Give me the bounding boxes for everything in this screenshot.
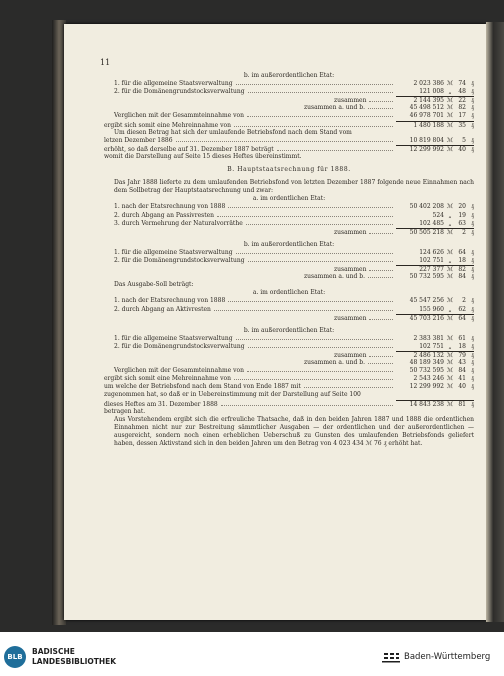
ledger-amount: 50 402 208 (409, 203, 444, 211)
row-zusammen-1 (104, 96, 474, 104)
intro-paragraph: Das Jahr 1888 lieferte zu dem umlaufenden Betriebsfond von letzten Dezember 1887 folgende neue Einnahmen nach dem Sollbetrag der Hauptstaatsrechnung und zwar: (114, 179, 474, 195)
ledger-amount: 2 486 132 (396, 351, 444, 360)
ledger-pfennig: 20 (458, 203, 466, 211)
currency-unit: ℳ (446, 383, 454, 391)
dot-leader (304, 383, 393, 388)
pfennig-unit: ₰ (471, 136, 474, 144)
ledger-row (104, 80, 474, 88)
currency-unit: „ (448, 256, 452, 264)
row-letzen-dezember (104, 137, 474, 145)
ledger-amount: 50 505 218 (396, 228, 444, 237)
page-edge (486, 22, 504, 622)
ledger-label: letzen Dezember 1886 (104, 136, 173, 144)
ledger-row (104, 212, 474, 220)
currency-unit: „ (448, 342, 452, 350)
ledger-amount: 10 819 804 (409, 136, 444, 144)
ledger-pfennig: 43 (458, 359, 466, 367)
page-number: 11 (100, 58, 111, 67)
ledger-row (104, 257, 474, 265)
ledger-pfennig: 74 (458, 80, 466, 88)
ledger-label: 1. für die allgemeine Staatsverwaltung (114, 80, 233, 88)
ledger-label: Verglichen mit der Gesammteinnahme von (114, 112, 244, 120)
ledger-pfennig: 18 (458, 256, 466, 264)
row-um-welche (104, 383, 474, 391)
dot-leader (369, 97, 393, 102)
ledger-amount: 102 751 (419, 342, 444, 350)
ledger-amount: 102 485 (419, 219, 444, 227)
ledger-pfennig: 82 (458, 104, 466, 112)
ledger-pfennig: 5 (462, 136, 466, 144)
currency-unit: ℳ (446, 112, 454, 120)
ledger-label: zusammen a. und b. (304, 273, 365, 281)
ledger-amount: 2 144 395 (396, 96, 444, 105)
ledger-row (104, 112, 474, 120)
dot-leader (248, 257, 393, 262)
ledger-pfennig: 19 (458, 211, 466, 219)
ledger-row (104, 400, 474, 408)
ledger-pfennig: 61 (458, 334, 466, 342)
ledger-pfennig: 48 (458, 88, 466, 96)
ledger-pfennig: 2 (462, 297, 466, 305)
ledger-row (104, 306, 474, 314)
ledger-pfennig: 63 (458, 219, 466, 227)
currency-unit: ℳ (446, 375, 454, 383)
ledger-row (104, 88, 474, 96)
ledger-label: ergibt sich somit eine Mehreinnahme von (104, 375, 231, 383)
ledger-amount: 14 843 238 (396, 400, 444, 409)
pfennig-unit: ₰ (466, 145, 474, 154)
ledger-row (104, 367, 474, 375)
betragen-line: betragen hat. (104, 407, 146, 415)
dot-leader (369, 266, 393, 271)
dot-leader (368, 359, 393, 364)
ledger-pfennig: 17 (458, 112, 466, 120)
dot-leader (368, 104, 393, 109)
ledger-amount: 1 480 188 (396, 121, 444, 130)
ledger-label: 1. nach der Etatsrechnung von 1888 (114, 203, 226, 211)
ledger-label: 2. für die Domänengrundstocksverwaltung (114, 342, 245, 350)
ledger-row (104, 249, 474, 257)
ledger-row (104, 96, 474, 104)
ledger-amount: 45 547 256 (409, 297, 444, 305)
ledger-pfennig: 18 (458, 342, 466, 350)
pfennig-unit: ₰ (471, 104, 474, 112)
dot-leader (221, 401, 393, 406)
ledger-row (104, 375, 474, 383)
row-zusammen-ab-3 (104, 359, 474, 367)
ledger-label: 1. nach der Etatsrechnung von 1888 (114, 297, 226, 305)
pfennig-unit: ₰ (466, 314, 474, 323)
ledger-amount: 50 732 595 (409, 273, 444, 281)
ledger-row (104, 137, 474, 145)
pfennig-unit: ₰ (471, 112, 474, 120)
row-zusammen-ab-1 (104, 104, 474, 112)
row-zusammen-4 (104, 314, 474, 322)
ledger-pfennig: 64 (456, 314, 466, 323)
sub-b2-rows (104, 335, 474, 351)
dot-leader (248, 88, 393, 93)
row-dieses-heftes (104, 400, 474, 408)
ledger-row (104, 203, 474, 211)
currency-unit: „ (448, 219, 452, 227)
dot-leader (246, 220, 393, 225)
ledger-label: 1. für die allgemeine Staatsverwaltung (114, 334, 233, 342)
ledger-pfennig: 84 (458, 367, 466, 375)
currency-unit: ℳ (446, 297, 454, 305)
currency-unit: „ (448, 211, 452, 219)
ledger-amount: 524 (432, 211, 444, 219)
pfennig-unit: ₰ (471, 367, 474, 375)
ledger-amount: 45 498 512 (409, 104, 444, 112)
pfennig-unit: ₰ (471, 256, 474, 264)
bw-name: Baden-Württemberg (404, 652, 491, 662)
pfennig-unit: ₰ (471, 383, 474, 391)
dot-leader (369, 229, 393, 234)
ledger-row (104, 104, 474, 112)
currency-unit: ℳ (444, 265, 456, 274)
currency-unit: „ (448, 88, 452, 96)
section-B-title: B. Hauptstaatsrechnung für 1888. (227, 166, 351, 174)
currency-unit: ℳ (446, 80, 454, 88)
dot-leader (217, 212, 393, 217)
ledger-label: 2. durch Abgang an Passivresten (114, 211, 215, 219)
dot-leader (236, 80, 393, 85)
ledger-label: zusammen (334, 97, 367, 105)
row-verglichen-2 (104, 367, 474, 375)
womit-line: womit die Darstellung auf Seite 15 dieses Heftes übereinstimmt. (104, 152, 302, 160)
sub-a-heading: a. im ordentlichen Etat: (252, 195, 326, 203)
sub-b-heading: b. im außerordentlichen Etat: (243, 240, 335, 248)
sub-a-rows (104, 203, 474, 227)
dot-leader (277, 146, 393, 151)
ledger-pfennig: 64 (458, 248, 466, 256)
ledger-pfennig: 62 (458, 305, 466, 313)
ledger-label: 1. für die allgemeine Staatsverwaltung (114, 248, 233, 256)
ledger-label: 2. für die Domänengrundstocksverwaltung (114, 256, 245, 264)
dot-leader (247, 112, 393, 117)
ledger-row (104, 343, 474, 351)
currency-unit: ℳ (446, 248, 454, 256)
pfennig-unit: ₰ (471, 248, 474, 256)
currency-unit: ℳ (446, 104, 454, 112)
ledger-label: zusammen (334, 352, 367, 359)
pfennig-unit: ₰ (471, 375, 474, 383)
ledger-amount: 121 008 (419, 88, 444, 96)
currency-unit: ℳ (446, 203, 454, 211)
ledger-pfennig: 35 (456, 121, 466, 130)
pfennig-unit: ₰ (471, 211, 474, 219)
ledger-label: 2. durch Abgang an Aktivresten (114, 305, 211, 313)
currency-unit: ℳ (446, 359, 454, 367)
ledger-row (104, 265, 474, 273)
pfennig-unit: ₰ (471, 80, 474, 88)
ledger-row (104, 359, 474, 367)
blb-name (32, 647, 116, 667)
currency-unit: ℳ (446, 367, 454, 375)
dot-leader (176, 137, 393, 142)
dot-leader (369, 352, 393, 357)
ledger-amount: 102 751 (419, 256, 444, 264)
ledger-row (104, 228, 474, 236)
ledger-label: 2. für die Domänengrundstocksverwaltung (114, 88, 245, 96)
pfennig-unit: ₰ (471, 342, 474, 350)
um-diesen-line: Um diesen Betrag hat sich der umlaufende Betriebsfond nach dem Stand vom (114, 128, 352, 136)
bw-lions-icon (382, 650, 400, 664)
pfennig-unit: ₰ (471, 203, 474, 211)
blb-line2: LANDESBIBLIOTHEK (32, 657, 117, 666)
ledger-label: zusammen a. und b. (304, 359, 365, 367)
row-zusammen-2 (104, 228, 474, 236)
ledger-amount: 12 299 992 (396, 145, 444, 154)
ausgabe-soll-line: Das Ausgabe-Soll beträgt: (114, 281, 194, 289)
currency-unit: ℳ (444, 228, 456, 237)
ledger-row (104, 297, 474, 305)
ledger-row (104, 383, 474, 391)
page-content (104, 72, 474, 448)
pfennig-unit: ₰ (466, 121, 474, 130)
ledger-pfennig: 40 (458, 383, 466, 391)
ledger-label: zusammen a. und b. (304, 104, 365, 112)
currency-unit: ℳ (444, 145, 456, 154)
currency-unit: ℳ (444, 121, 456, 130)
ledger-amount: 2 023 386 (413, 80, 444, 88)
ledger-label: dieses Heftes am 31. Dezember 1888 (104, 400, 218, 408)
ledger-label: zusammen (334, 228, 367, 236)
ledger-row (104, 145, 474, 153)
row-zusammen-3 (104, 265, 474, 273)
dot-leader (228, 203, 393, 208)
pfennig-unit: ₰ (466, 96, 474, 105)
ledger-row (104, 335, 474, 343)
dot-leader (369, 315, 393, 320)
footer-bar (0, 632, 504, 676)
ledger-amount: 45 703 216 (396, 314, 444, 323)
dot-leader (236, 249, 393, 254)
section-b-heading: b. im außerordentlichen Etat: (243, 72, 335, 79)
final-paragraph: Aus Vorstehendem ergibt sich die erfreuliche Thatsache, daß in den beiden Jahren 1887 und 1888 die ordentlichen Einnahmen nicht nur zur Bestreitung sämmtlicher Ausgaben — der ordentlichen und der außerordentlichen — ausgereicht, sondern noch einen erheblichen Ueberschuß zu Gunsten des umlaufenden Betriebsfonds geliefert haben, dessen Aktivstand sich in den beiden Jahren um den Betrag von 4 023 434 ℳ 76 ₰ erhöht hat. (114, 415, 474, 448)
ledger-amount: 12 299 992 (409, 383, 444, 391)
row-zusammen-ab-2 (104, 273, 474, 281)
currency-unit: „ (448, 305, 452, 313)
dot-leader (214, 306, 393, 311)
ledger-pfennig: 79 (456, 351, 466, 360)
sub-b-rows (104, 249, 474, 265)
dot-leader (234, 122, 393, 127)
dot-leader (236, 335, 393, 340)
ledger-row (104, 314, 474, 322)
ledger-amount: 227 377 (396, 265, 444, 274)
ledger-pfennig: 40 (456, 145, 466, 154)
ledger-label: erhöht, so daß derselbe auf 31. Dezember 1887 beträgt (104, 145, 274, 153)
ledger-label: um welche der Betriebsfond nach dem Stand von Ende 1887 mit (104, 383, 301, 391)
ledger-amount: 48 189 349 (409, 359, 444, 367)
row-ergibt-1 (104, 121, 474, 129)
sub-b2-heading: b. im außerordentlichen Etat: (243, 326, 335, 334)
pfennig-unit: ₰ (471, 334, 474, 342)
pfennig-unit: ₰ (471, 305, 474, 313)
dot-leader (368, 273, 393, 278)
pfennig-unit: ₰ (471, 88, 474, 96)
currency-unit: ℳ (444, 314, 456, 323)
ledger-pfennig: 84 (458, 273, 466, 281)
ledger-row (104, 351, 474, 359)
section-b-rows (104, 80, 474, 96)
document-page (64, 24, 486, 620)
ledger-pfennig: 2 (456, 228, 466, 237)
currency-unit: ℳ (446, 136, 454, 144)
currency-unit: ℳ (446, 334, 454, 342)
ledger-row (104, 273, 474, 281)
zugenommen-line: zugenommen hat, so daß er in Uebereinstimmung mit der Darstellung auf Seite 100 (104, 391, 361, 399)
dot-leader (228, 297, 393, 302)
ledger-pfennig: 81 (456, 400, 466, 409)
row-ergibt-2 (104, 375, 474, 383)
ledger-amount: 46 978 701 (409, 112, 444, 120)
currency-unit: ℳ (444, 96, 456, 105)
dot-leader (248, 343, 393, 348)
dot-leader (247, 367, 393, 372)
currency-unit: ℳ (446, 273, 454, 281)
ledger-label: zusammen (334, 266, 367, 274)
ledger-amount: 50 732 595 (409, 367, 444, 375)
pfennig-unit: ₰ (466, 351, 474, 360)
row-erhoeht (104, 145, 474, 153)
ledger-amount: 2 543 246 (413, 375, 444, 383)
blb-line1: BADISCHE (32, 647, 75, 656)
ledger-label: ergibt sich somit eine Mehreinnahme von (104, 121, 231, 129)
pfennig-unit: ₰ (471, 359, 474, 367)
pfennig-unit: ₰ (466, 228, 474, 237)
ledger-row (104, 220, 474, 228)
pfennig-unit: ₰ (471, 297, 474, 305)
pfennig-unit: ₰ (466, 265, 474, 274)
ledger-label: zusammen (334, 314, 367, 322)
currency-unit: ℳ (444, 351, 456, 360)
row-verglichen-1 (104, 112, 474, 120)
sub-a2-rows (104, 297, 474, 313)
row-zusammen-5 (104, 351, 474, 359)
ledger-row (104, 121, 474, 129)
ledger-label: Verglichen mit der Gesammteinnahme von (114, 367, 244, 375)
pfennig-unit: ₰ (471, 273, 474, 281)
ledger-pfennig: 22 (456, 96, 466, 105)
ledger-amount: 124 626 (419, 248, 444, 256)
ledger-amount: 2 383 381 (413, 334, 444, 342)
ledger-pfennig: 82 (456, 265, 466, 274)
ledger-label: 3. durch Vermehrung der Naturalvorräthe (114, 219, 243, 227)
ledger-pfennig: 41 (458, 375, 466, 383)
ledger-amount: 155 960 (419, 305, 444, 313)
pfennig-unit: ₰ (471, 219, 474, 227)
dot-leader (234, 375, 393, 380)
pfennig-unit: ₰ (466, 400, 474, 409)
blb-logo-icon: BLB (4, 646, 26, 668)
currency-unit: ℳ (444, 400, 456, 409)
sub-a2-heading: a. im ordentlichen Etat: (252, 289, 326, 297)
